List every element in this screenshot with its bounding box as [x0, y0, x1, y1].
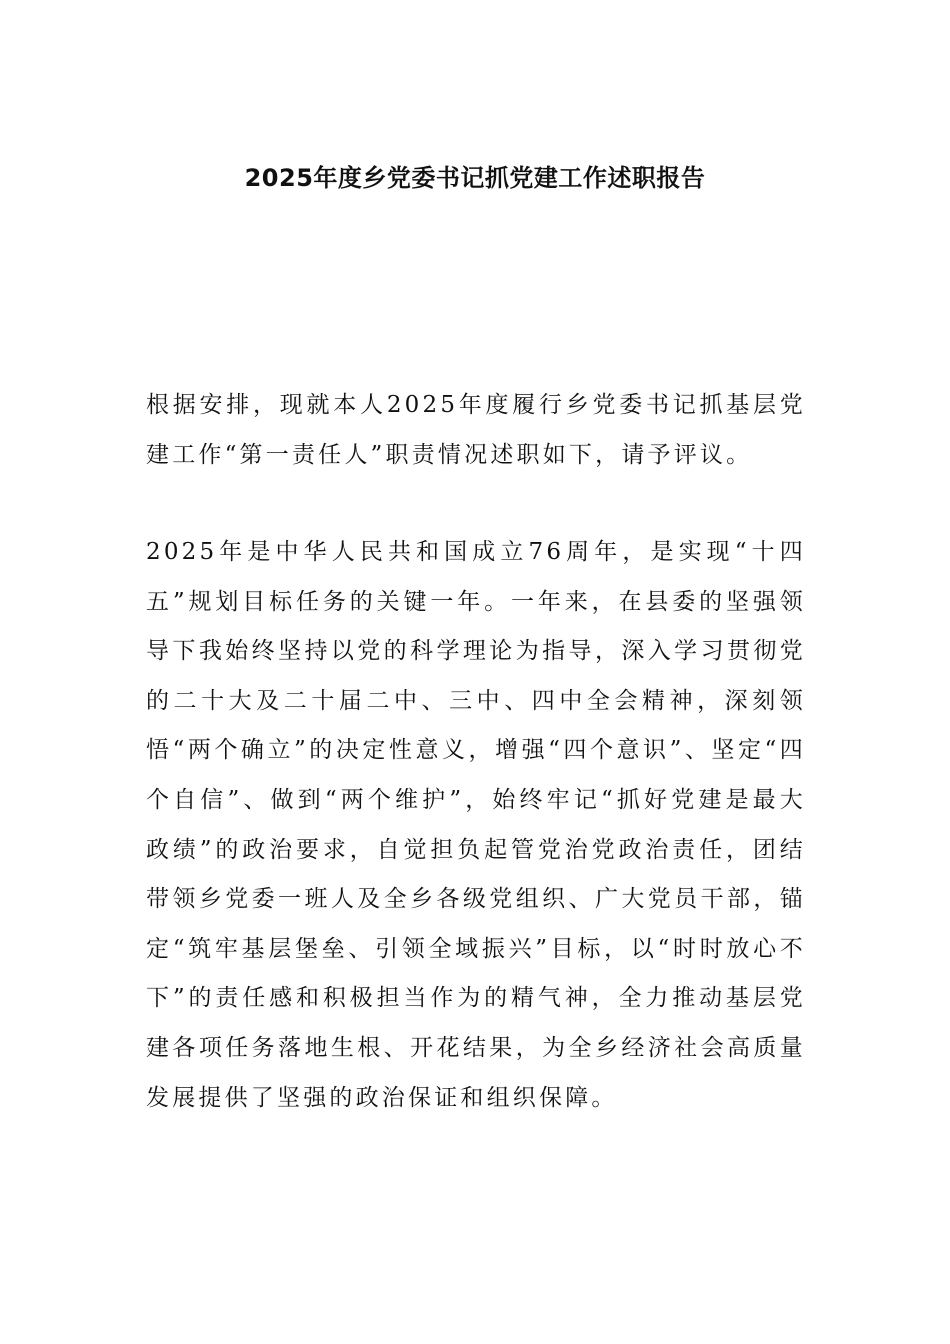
intro-paragraph: 根据安排，现就本人2025年度履行乡党委书记抓基层党建工作“第一责任人”职责情况述职如下，请予评议。 [146, 392, 806, 468]
body-paragraph: 2025年是中华人民共和国成立76周年，是实现“十四五”规划目标任务的关键一年。一年来，在县委的坚强领导下我始终坚持以党的科学理论为指导，深入学习贯彻党的二十大及二十届二中、三中、四中全会精神，深刻领悟“两个确立”的决定性意义，增强“四个意识”、坚定“四个自信”、做到“两个维护”，始终牢记“抓好党建是最大政绩”的政治要求，自觉担负起管党治党政治责任，团结带领乡党委一班人及全乡各级党组织、广大党员干部，锚定“筑牢基层堡垒、引领全域振兴”目标，以“时时放心不下”的责任感和积极担当作为的精气神，全力推动基层党建各项任务落地生根、开花结果，为全乡经济社会高质量发展提供了坚强的政治保证和组织保障。 [146, 539, 806, 1111]
document-title: 2025年度乡党委书记抓党建工作述职报告 [244, 164, 706, 192]
